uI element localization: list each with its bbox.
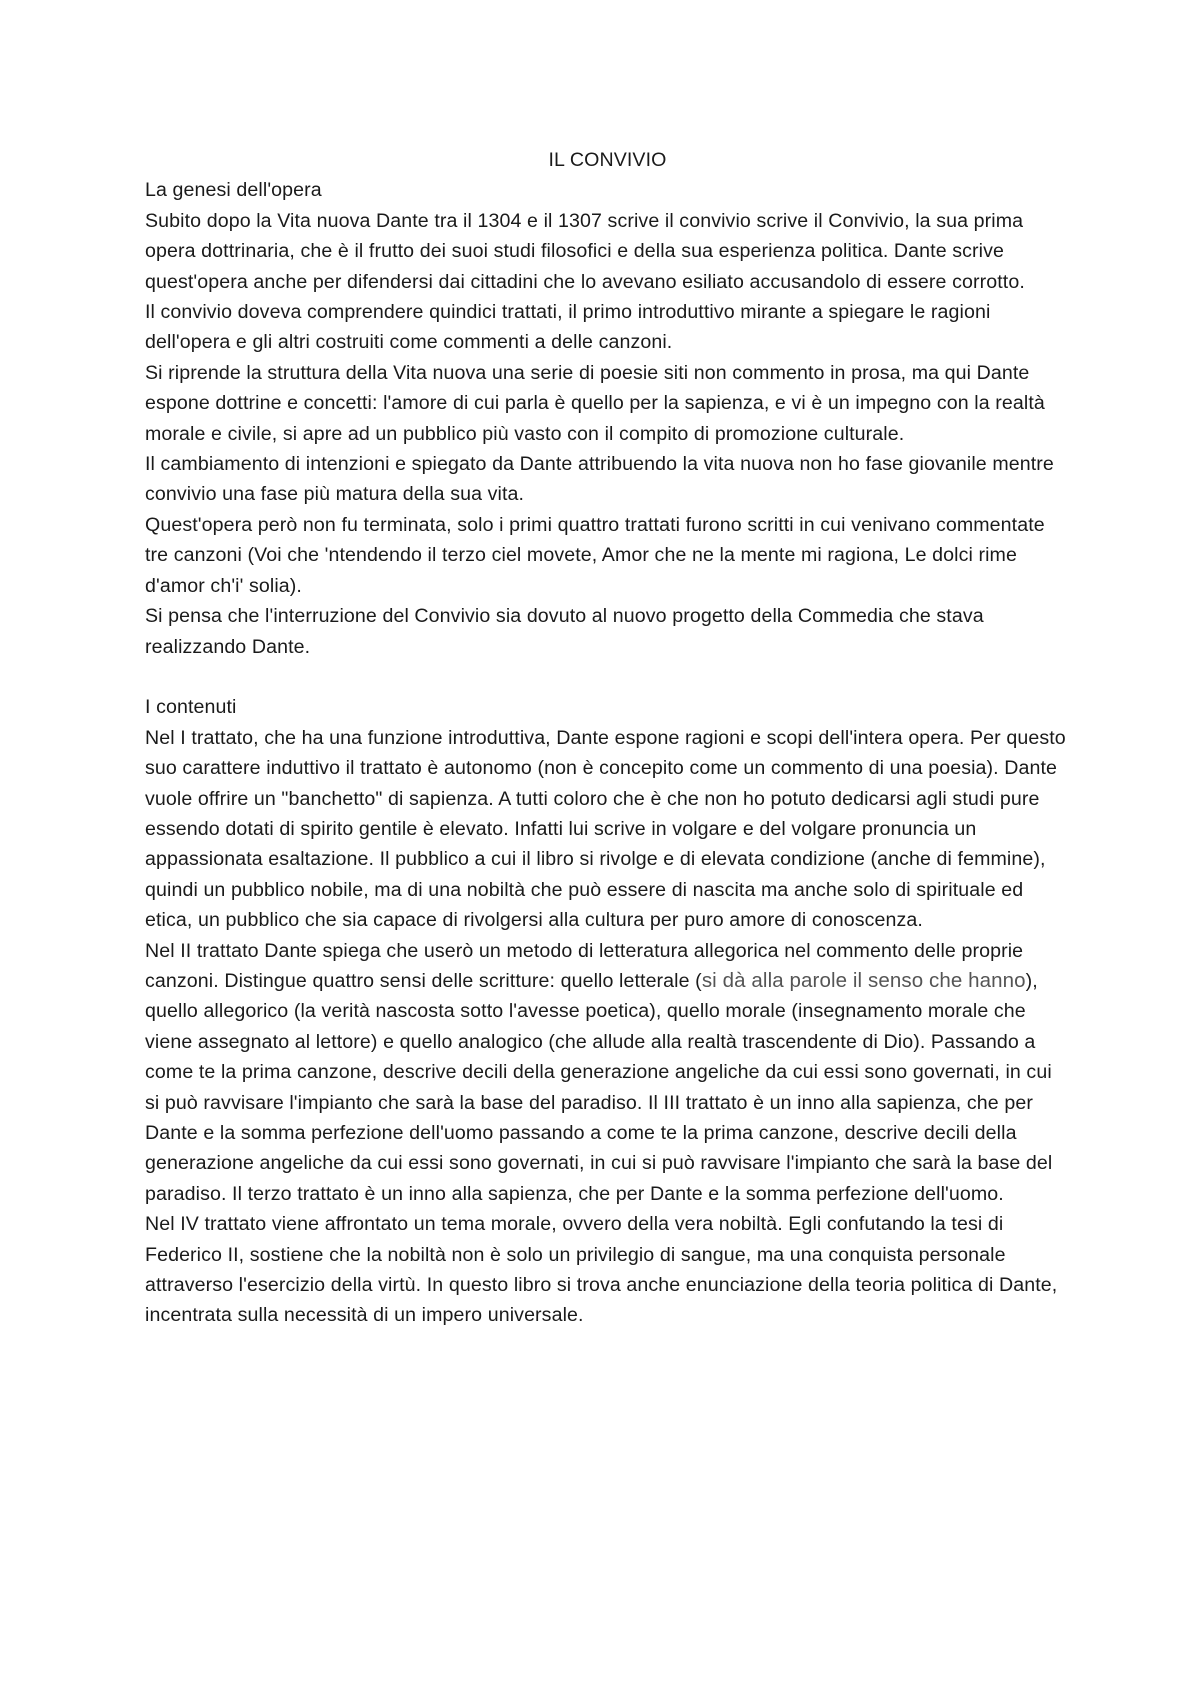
text-run: Nel II trattato Dante spiega che userò un metodo di letteratura allegorica nel commento delle proprie canzoni. Distingue quattro sensi delle scritture: quello letterale ( xyxy=(145,939,1024,992)
blank-line xyxy=(145,662,1070,692)
paragraph: Quest'opera però non fu terminata, solo i primi quattro trattati furono scritti in cui venivano commentate tre canzoni (Voi che 'ntendendo il terzo ciel movete, Amor che ne la mente mi ragiona, Le dolci rime d'amor ch'i' solia). xyxy=(145,513,1045,597)
paragraph: Si riprende la struttura della Vita nuova una serie di poesie siti non commento in prosa, ma qui Dante espone dottrine e concetti: l'amore di cui parla è quello per la sapienza, e vi è un impegno con la realtà morale e civile, si apre ad un pubblico più vasto con il compito di promozione culturale. xyxy=(145,361,1045,445)
document-page xyxy=(145,145,1070,1331)
paragraph: Il convivio doveva comprendere quindici trattati, il primo introduttivo mirante a spiegare le ragioni dell'opera e gli altri costruiti come commenti a delle canzoni. xyxy=(145,301,991,354)
section-heading-genesi: La genesi dell'opera xyxy=(145,179,322,202)
text-run-alt-style: si dà alla parole il senso che hanno xyxy=(701,968,1026,992)
paragraph-trattato-i: Nel I trattato, che ha una funzione introduttiva, Dante espone ragioni e scopi dell'intera opera. Per questo suo carattere induttivo il trattato è autonomo (non è concepito come un commento di una poesia). Dante vuole offrire un "banchetto" di sapienza. A tutti coloro che è che non ho potuto dedicarsi agli studi pure essendo dotati di spirito gentile è elevato. Infatti lui scrive in volgare e del volgare pronuncia un appassionata esaltazione. Il pubblico a cui il libro si rivolge e di elevata condizione (anche di femmine), quindi un pubblico nobile, ma di una nobiltà che può essere di nascita ma anche solo di spirituale ed etica, un pubblico che sia capace di rivolgersi alla cultura per puro amore di conoscenza. xyxy=(145,726,1066,932)
section-heading-contenuti: I contenuti xyxy=(145,696,237,719)
paragraph: Si pensa che l'interruzione del Convivio sia dovuto al nuovo progetto della Commedia che stava realizzando Dante. xyxy=(145,605,984,658)
paragraph: Subito dopo la Vita nuova Dante tra il 1304 e il 1307 scrive il convivio scrive il Convivio, la sua prima opera dottrinaria, che è il frutto dei suoi studi filosofici e della sua esperienza politica. Dante scrive quest'opera anche per difendersi dai cittadini che lo avevano esiliato accusandolo di essere corrotto. xyxy=(145,209,1025,293)
paragraph-trattato-ii xyxy=(145,936,1070,1210)
text-run: ), quello allegorico (la verità nascosta sotto l'avesse poetica), quello morale (insegnamento morale che viene assegnato al lettore) e quello analogico (che allude alla realtà trascendente di Dio). Passando a come te la prima canzone, descrive decili della generazione angeliche da cui essi sono governati, in cui si può ravvisare l'impianto che sarà la base del paradiso. Il III trattato è un inno alla sapienza, che per Dante e la somma perfezione dell'uomo passando a come te la prima canzone, descrive decili della generazione angeliche da cui essi sono governati, in cui si può ravvisare l'impianto che sarà la base del paradiso. Il terzo trattato è un inno alla sapienza, che per Dante e la somma perfezione dell'uomo. xyxy=(145,969,1053,1205)
document-title: IL CONVIVIO xyxy=(548,149,667,171)
paragraph: Il cambiamento di intenzioni e spiegato da Dante attribuendo la vita nuova non ho fase giovanile mentre convivio una fase più matura della sua vita. xyxy=(145,453,1054,506)
paragraph-trattato-iv: Nel IV trattato viene affrontato un tema morale, ovvero della vera nobiltà. Egli confutando la tesi di Federico II, sostiene che la nobiltà non è solo un privilegio di sangue, ma una conquista personale attraverso l'esercizio della virtù. In questo libro si trova anche enunciazione della teoria politica di Dante, incentrata sulla necessità di un impero universale. xyxy=(145,1213,1058,1327)
